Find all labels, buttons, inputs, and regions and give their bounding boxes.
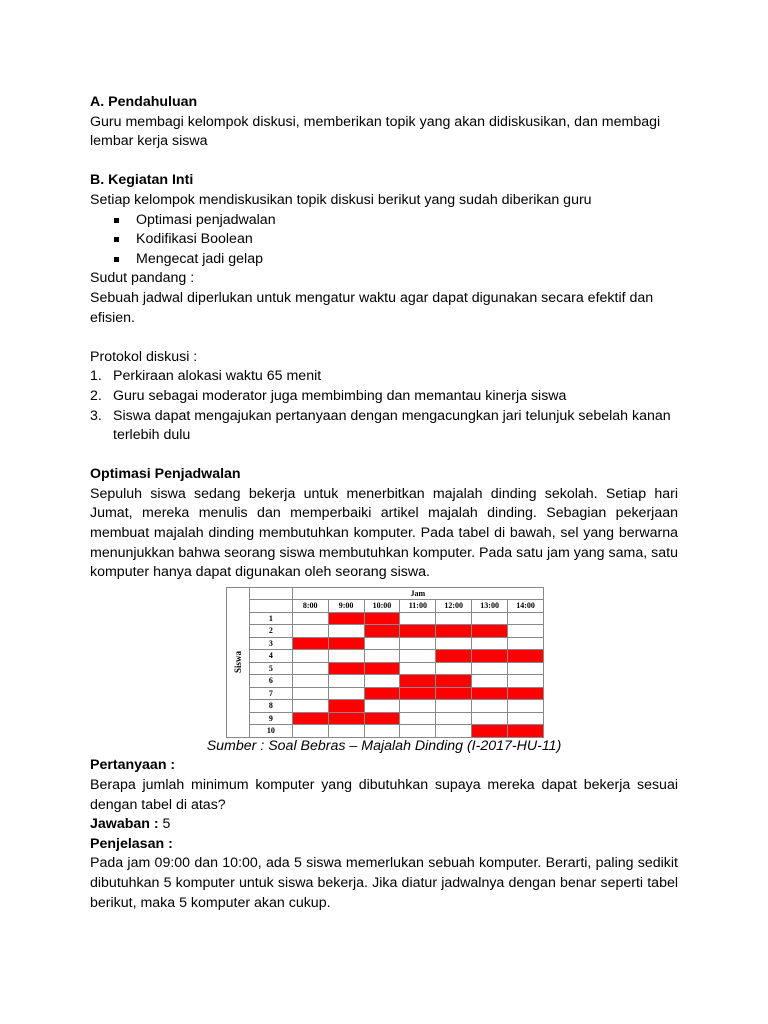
corner-cell xyxy=(250,587,293,600)
table-row xyxy=(227,700,544,713)
section-b-heading: B. Kegiatan Inti xyxy=(90,172,194,189)
hour-header: 11:00 xyxy=(400,600,436,613)
protokol-text: Perkiraan alokasi waktu 65 menit xyxy=(113,368,322,385)
cell-empty xyxy=(328,625,364,638)
cell-empty xyxy=(292,650,328,663)
protokol-item xyxy=(90,387,678,407)
cell-empty xyxy=(292,625,328,638)
cell-empty xyxy=(472,637,508,650)
document-page xyxy=(90,93,678,913)
table-row xyxy=(227,637,544,650)
protokol-number: 1. xyxy=(90,368,102,385)
cell-empty xyxy=(508,612,544,625)
cell-empty xyxy=(508,700,544,713)
section-b-intro: Setiap kelompok mendiskusikan topik diskusi berikut yang sudah diberikan guru xyxy=(90,191,592,208)
cell-empty xyxy=(508,675,544,688)
table-row xyxy=(227,675,544,688)
student-number: 4 xyxy=(250,650,293,663)
cell-needs-computer xyxy=(472,625,508,638)
cell-empty xyxy=(472,700,508,713)
cell-empty xyxy=(472,712,508,725)
cell-empty xyxy=(400,662,436,675)
cell-needs-computer xyxy=(328,700,364,713)
student-number: 5 xyxy=(250,662,293,675)
cell-empty xyxy=(508,662,544,675)
cell-needs-computer xyxy=(436,625,472,638)
schedule-table-wrapper xyxy=(226,587,544,737)
cell-empty xyxy=(292,687,328,700)
schedule-table xyxy=(226,587,544,738)
topic-item xyxy=(90,230,678,250)
student-number: 1 xyxy=(250,612,293,625)
cell-empty xyxy=(364,637,400,650)
topic-item xyxy=(90,211,678,231)
table-row xyxy=(227,650,544,663)
cell-empty xyxy=(328,687,364,700)
corner-cell xyxy=(250,600,293,613)
protokol-label: Protokol diskusi : xyxy=(90,348,198,365)
hour-header: 10:00 xyxy=(364,600,400,613)
spacer xyxy=(90,152,678,172)
cell-empty xyxy=(472,662,508,675)
cell-empty xyxy=(292,675,328,688)
table-row xyxy=(227,725,544,738)
cell-empty xyxy=(472,612,508,625)
hour-header: 12:00 xyxy=(436,600,472,613)
student-number: 6 xyxy=(250,675,293,688)
hour-header: 9:00 xyxy=(328,600,364,613)
cell-empty xyxy=(364,675,400,688)
sudut-pandang-label: Sudut pandang : xyxy=(90,270,195,287)
table-title-row xyxy=(227,587,544,600)
cell-needs-computer xyxy=(472,687,508,700)
cell-empty xyxy=(364,650,400,663)
student-number: 2 xyxy=(250,625,293,638)
cell-needs-computer xyxy=(436,650,472,663)
jawaban-label: Jawaban : xyxy=(90,816,159,833)
cell-empty xyxy=(364,700,400,713)
table-row xyxy=(227,687,544,700)
cell-needs-computer xyxy=(328,612,364,625)
protokol-number: 3. xyxy=(90,407,102,424)
cell-empty xyxy=(400,725,436,738)
table-caption: Sumber : Soal Bebras – Majalah Dinding (I-2017-HU-11) xyxy=(206,737,562,754)
cell-empty xyxy=(400,612,436,625)
cell-needs-computer xyxy=(328,662,364,675)
topic-item xyxy=(90,250,678,270)
cell-empty xyxy=(436,637,472,650)
cell-needs-computer xyxy=(328,637,364,650)
cell-empty xyxy=(292,612,328,625)
penjelasan-body: Pada jam 09:00 dan 10:00, ada 5 siswa memerlukan sebuah komputer. Berarti, paling sedikit dibutuhkan 5 komputer untuk siswa bekerja. Jika diatur jadwalnya dengan benar seperti tabel berikut, maka 5 komputer akan cukup. xyxy=(90,855,678,911)
topic-label: Mengecat jadi gelap xyxy=(136,250,263,267)
cell-empty xyxy=(472,675,508,688)
cell-needs-computer xyxy=(364,712,400,725)
cell-empty xyxy=(400,650,436,663)
section-a-body: Guru membagi kelompok diskusi, memberikan topik yang akan didiskusikan, dan membagi lembar kerja siswa xyxy=(90,113,661,150)
jawaban-line xyxy=(90,815,678,835)
cell-empty xyxy=(436,712,472,725)
protokol-text: Siswa dapat mengajukan pertanyaan dengan mengacungkan jari telunjuk sebelah kanan terlebih dulu xyxy=(113,407,671,444)
hour-header: 8:00 xyxy=(292,600,328,613)
protokol-item xyxy=(90,407,678,446)
bullet-icon xyxy=(114,218,119,223)
cell-empty xyxy=(508,625,544,638)
cell-empty xyxy=(400,637,436,650)
topic-label: Kodifikasi Boolean xyxy=(136,231,253,248)
table-row xyxy=(227,612,544,625)
cell-needs-computer xyxy=(400,625,436,638)
cell-needs-computer xyxy=(400,687,436,700)
sudut-pandang-body: Sebuah jadwal diperlukan untuk mengatur waktu agar dapat digunakan secara efektif dan efisien. xyxy=(90,289,654,326)
student-number: 8 xyxy=(250,700,293,713)
optimasi-heading: Optimasi Penjadwalan xyxy=(90,466,241,483)
table-row xyxy=(227,662,544,675)
cell-empty xyxy=(508,712,544,725)
cell-needs-computer xyxy=(364,662,400,675)
section-a-heading: A. Pendahuluan xyxy=(90,94,198,110)
protokol-item xyxy=(90,367,678,387)
table-row xyxy=(227,712,544,725)
cell-empty xyxy=(364,725,400,738)
cell-needs-computer xyxy=(364,612,400,625)
cell-needs-computer xyxy=(364,687,400,700)
topic-list xyxy=(90,211,678,270)
cell-empty xyxy=(328,650,364,663)
table-row xyxy=(227,625,544,638)
cell-needs-computer xyxy=(508,687,544,700)
student-number: 3 xyxy=(250,637,293,650)
penjelasan-label: Penjelasan : xyxy=(90,835,173,852)
cell-empty xyxy=(508,637,544,650)
cell-needs-computer xyxy=(364,625,400,638)
student-number: 9 xyxy=(250,712,293,725)
student-number: 7 xyxy=(250,687,293,700)
cell-needs-computer xyxy=(472,650,508,663)
bullet-icon xyxy=(114,237,119,242)
cell-needs-computer xyxy=(400,675,436,688)
cell-empty xyxy=(436,700,472,713)
topic-label: Optimasi penjadwalan xyxy=(136,211,276,228)
hour-header: 13:00 xyxy=(472,600,508,613)
hour-header-row xyxy=(227,600,544,613)
cell-empty xyxy=(400,712,436,725)
cell-empty xyxy=(436,725,472,738)
cell-empty xyxy=(436,612,472,625)
bullet-icon xyxy=(114,257,119,262)
spacer xyxy=(90,328,678,348)
optimasi-body: Sepuluh siswa sedang bekerja untuk menerbitkan majalah dinding sekolah. Setiap hari Jumat, mereka menulis dan memperbaiki artikel majalah dinding. Sebagian pekerjaan membuat majalah dinding membutuhkan komputer. Pada tabel di bawah, sel yang berwarna menunjukkan bahwa seorang siswa membutuhkan komputer. Pada satu jam yang sama, satu komputer hanya dapat digunakan oleh seorang siswa. xyxy=(90,485,678,581)
cell-empty xyxy=(292,700,328,713)
student-number: 10 xyxy=(250,725,293,738)
jawaban-value: 5 xyxy=(158,816,171,833)
cell-empty xyxy=(328,675,364,688)
cell-empty xyxy=(400,700,436,713)
cell-needs-computer xyxy=(328,712,364,725)
schedule-table-body xyxy=(227,587,544,737)
cell-needs-computer xyxy=(472,725,508,738)
cell-empty xyxy=(292,725,328,738)
table-title-cell: Jam xyxy=(292,587,543,600)
protokol-list xyxy=(90,367,678,445)
protokol-number: 2. xyxy=(90,387,102,404)
cell-needs-computer xyxy=(292,712,328,725)
cell-empty xyxy=(292,662,328,675)
row-axis-label xyxy=(227,587,250,737)
cell-empty xyxy=(328,725,364,738)
cell-needs-computer xyxy=(436,687,472,700)
cell-needs-computer xyxy=(436,675,472,688)
row-axis-label-text: Siswa xyxy=(233,650,244,673)
protokol-text: Guru sebagai moderator juga membimbing dan memantau kinerja siswa xyxy=(113,387,567,404)
pertanyaan-label: Pertanyaan : xyxy=(90,757,176,774)
cell-empty xyxy=(436,662,472,675)
cell-needs-computer xyxy=(292,637,328,650)
cell-needs-computer xyxy=(508,725,544,738)
spacer xyxy=(90,446,678,466)
cell-needs-computer xyxy=(508,650,544,663)
pertanyaan-body: Berapa jumlah minimum komputer yang dibutuhkan supaya mereka dapat bekerja sesuai dengan tabel di atas? xyxy=(90,777,678,813)
hour-header: 14:00 xyxy=(508,600,544,613)
